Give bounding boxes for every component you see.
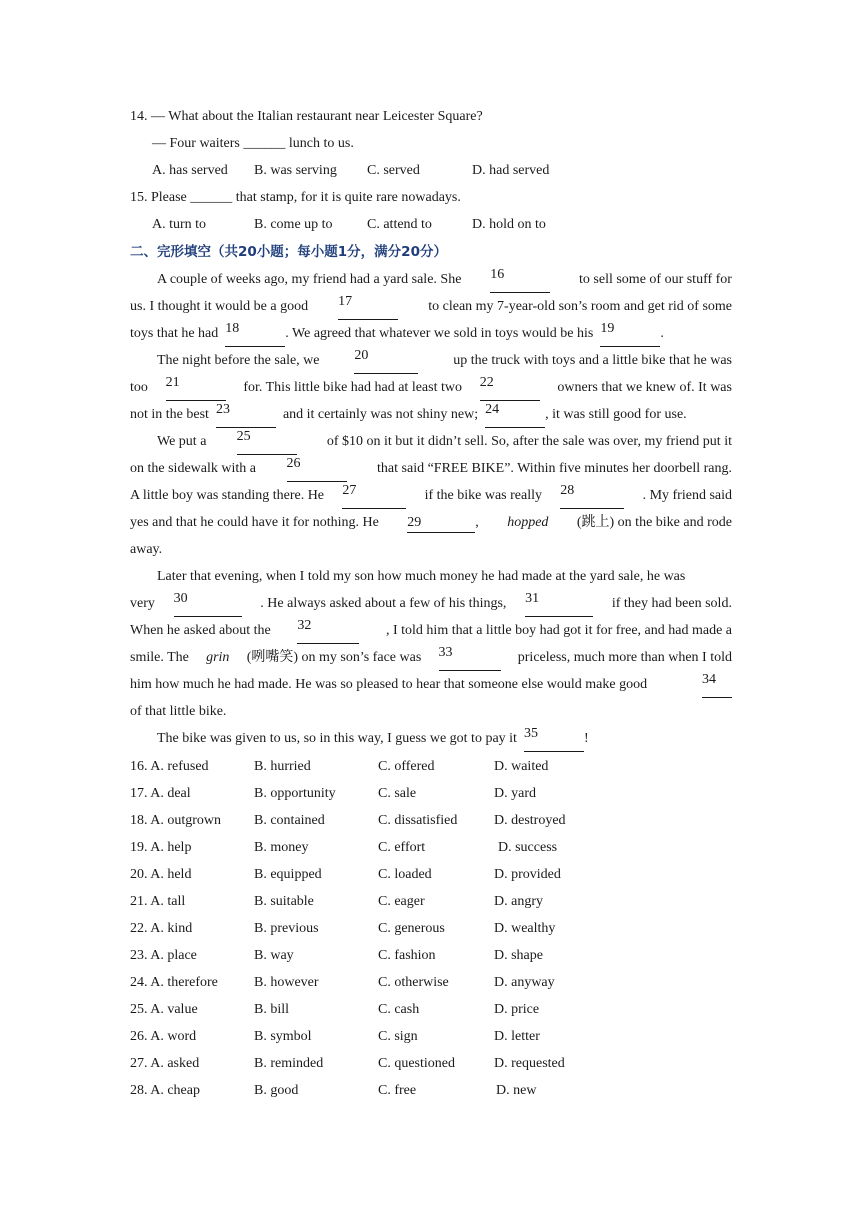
passage-line: away. — [130, 542, 163, 557]
blank-34: 34 — [702, 671, 732, 698]
passage-line: smile. The grin (咧嘴笑) on my son’s face was 33 priceless, much more than when I told — [130, 644, 732, 671]
blank-26: 26 — [287, 455, 347, 482]
blank-18: 18 — [225, 320, 285, 347]
passage-line: Later that evening, when I told my son how much money he had made at the yard sale, he was — [157, 569, 686, 584]
blank-16: 16 — [490, 266, 550, 293]
blank-32: 32 — [297, 617, 359, 644]
blank-29: 29 — [407, 514, 475, 533]
blank-24: 24 — [485, 401, 545, 428]
blank-33: 33 — [439, 644, 501, 671]
blank-28: 28 — [560, 482, 624, 509]
blank-35: 35 — [524, 725, 584, 752]
passage-line: A couple of weeks ago, my friend had a yard sale. She 16 to sell some of our stuff for — [130, 266, 732, 293]
passage-line: A little boy was standing there. He 27 if the bike was really 28 . My friend said — [130, 482, 732, 509]
passage-line: The bike was given to us, so in this way, I guess we got to pay it 35 ! — [130, 725, 732, 752]
section-heading: 二、完形填空（共20小题；每小题1分，满分20分） — [130, 244, 447, 260]
exam-page: 14. — What about the Italian restaurant near Leicester Square? — Four waiters ______ lunch to us. A. has served B. was serving C. served D. had served 15. Please ______ that stamp, for it is quite rare nowadays. A. turn to B. come up to C. attend to D. hold on to 二、完形填空（共20小题；每小题1分，满分20分） A couple of weeks ago, my friend had a yard sale. She 16 to sell some of our stuff for us. I thought it would be a good 17 to clean my 7-year-old son’s room and get rid of some toys that he had 18 . We agreed that whatever we sold in toys would be his 19 . The night before the sale, we 20 up the truck with toys and a little bike that he was too 21 for. This little bike had had at least two 22 owners that we knew of. It was not in the best 23 and it certainly was not shiny new; 24 , it was still good for use. We put a 25 of $10 on it but it didn’t sell. So, after the sale was over, my friend put it on the sidewalk with a 26 that said “FREE BIKE”. Within five minutes her doorbell rang. A little boy was standing there. He 27 if the bike was really 28 . My friend said yes and that he could have it for nothing. He 29 , hopped (跳上) on the bike and rode away. Later that evening, when I told my son how much money he had made at the yard sale, he was very 30 . He always asked about a few of his things, 31 if they had been sold. When he asked about the 32 , I told him that a little boy had got it for free, and had made a smile. The grin (咧嘴笑) on my son’s face was 33 priceless, much more than when I told him how much he had made. He was so pleased to hear that someone else would make good 34 of that little bike. The bike was given to us, so in this way, I guess we got to pay it 35 ! 16. A. refused B. hurried C. offered D. waited 17. A. deal B. opportunity C. sale D. yard 18. A. outgrown B. contained C. dissatisfied D. destroyed 19. A. help B. money C. effort D. success 20. A. held B. equipped C. loaded D. provided 21. A. tall B. suitable C. eager D. angry 22. A. kind B. previous C. generous D. wealthy 23. A. place B. way C. fashion D. shape 24. A. therefore B. however C. otherwise D. anyway 25. A. value B. bill C. cash D. price 26. A. word B. symbol C. sign D. letter 27. A. asked B. reminded C. questioned D. requested 28. A. cheap B. good C. free D. new — [0, 0, 860, 1216]
blank-31: 31 — [525, 590, 593, 617]
passage-line: We put a 25 of $10 on it but it didn’t sell. So, after the sale was over, my friend put it — [130, 428, 732, 455]
blank-19: 19 — [600, 320, 660, 347]
question-14-stem: 14. — What about the Italian restaurant near Leicester Square? — [130, 109, 483, 124]
option-b: B. come up to — [254, 217, 333, 232]
option-c: C. attend to — [367, 217, 432, 232]
question-14-reply: — Four waiters ______ lunch to us. — [152, 136, 354, 151]
blank-21: 21 — [166, 374, 226, 401]
question-14-options — [152, 161, 754, 181]
passage-line: us. I thought it would be a good 17 to clean my 7-year-old son’s room and get rid of some — [130, 293, 732, 320]
blank-23: 23 — [216, 401, 276, 428]
cloze-passage — [130, 266, 732, 752]
blank-27: 27 — [342, 482, 406, 509]
passage-line: on the sidewalk with a 26 that said “FREE BIKE”. Within five minutes her doorbell rang. — [130, 455, 732, 482]
blank-25: 25 — [237, 428, 297, 455]
passage-line: of that little bike. — [130, 704, 227, 719]
question-15-stem: 15. Please ______ that stamp, for it is quite rare nowadays. — [130, 190, 461, 205]
option-a: A. turn to — [152, 217, 207, 232]
option-a: A. has served — [152, 163, 228, 178]
option-d: D. had served — [472, 163, 550, 178]
passage-line: The night before the sale, we 20 up the truck with toys and a little bike that he was — [130, 347, 732, 374]
blank-20: 20 — [354, 347, 418, 374]
blank-22: 22 — [480, 374, 540, 401]
option-b: B. was serving — [254, 163, 337, 178]
blank-17: 17 — [338, 293, 398, 320]
passage-line: not in the best 23 and it certainly was not shiny new; 24 , it was still good for use. — [130, 401, 732, 428]
passage-line: When he asked about the 32 , I told him that a little boy had got it for free, and had made a — [130, 617, 732, 644]
passage-line: too 21 for. This little bike had had at least two 22 owners that we knew of. It was — [130, 374, 732, 401]
passage-line: very 30 . He always asked about a few of his things, 31 if they had been sold. — [130, 590, 732, 617]
question-15-options — [152, 215, 754, 235]
option-c: C. served — [367, 163, 420, 178]
passage-line: yes and that he could have it for nothing. He 29 , hopped (跳上) on the bike and rode — [130, 509, 732, 536]
passage-line: toys that he had 18 . We agreed that whatever we sold in toys would be his 19 . — [130, 320, 732, 347]
passage-line: him how much he had made. He was so pleased to hear that someone else would make good 34 — [130, 671, 732, 698]
blank-30: 30 — [174, 590, 242, 617]
option-d: D. hold on to — [472, 217, 546, 232]
